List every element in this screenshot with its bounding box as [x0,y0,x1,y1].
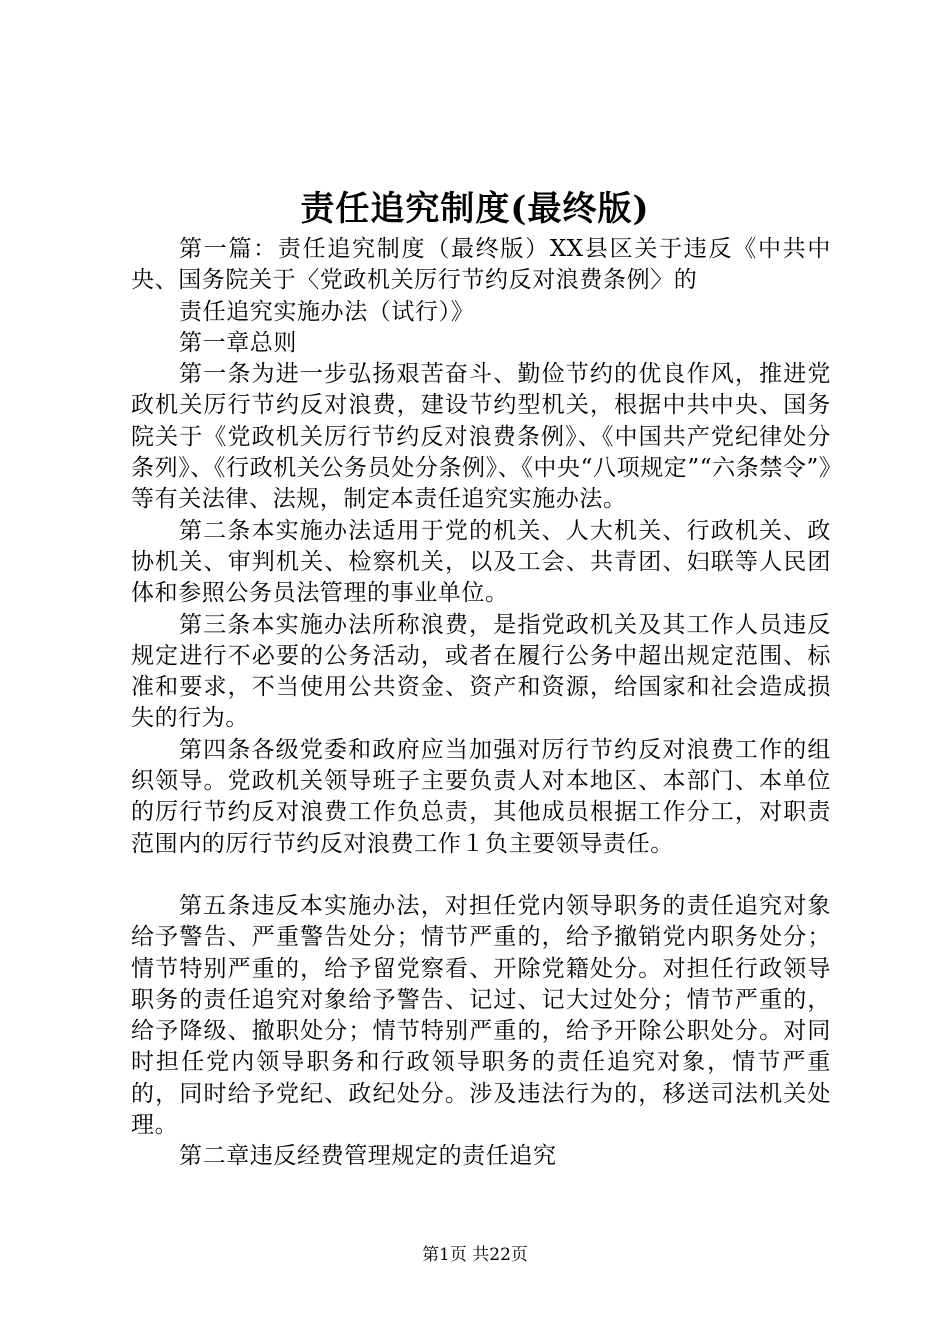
paragraph-subtitle: 责任追究实施办法（试行）》 [179,298,475,325]
document-body [131,234,831,1173]
chapter-heading-2: 第二章违反经费管理规定的责任追究 [179,1143,557,1170]
paragraph-intro: 第一篇：责任追究制度（最终版）XX县区关于违反《中共中央、国务院关于〈党政机关厉行节约反对浪费条例〉的 [131,236,831,294]
article-1: 第一条为进一步弘扬艰苦奋斗、勤俭节约的优良作风，推进党政机关厉行节约反对浪费，建设节约型机关，根据中共中央、国务院关于《党政机关厉行节约反对浪费条例》、《中国共产党纪律处分条列》、《行政机关公务员处分条例》、《中央“八项规定”“六条禁令”》等有关法律、法规，制定本责任追究实施办法。 [131,361,831,513]
document-title: 责任追究制度(最终版) [300,189,650,229]
article-2: 第二条本实施办法适用于党的机关、人大机关、行政机关、政协机关、审判机关、检察机关，以及工会、共青团、妇联等人民团体和参照公务员法管理的事业单位。 [131,517,831,607]
page-number-footer: 第1页 共22页 [422,1245,528,1265]
chapter-heading-1: 第一章总则 [179,329,297,356]
article-3: 第三条本实施办法所称浪费，是指党政机关及其工作人员违反规定进行不必要的公务活动，或者在履行公务中超出规定范围、标准和要求，不当使用公共资金、资产和资源，给国家和社会造成损失的行为。 [131,611,831,732]
article-5: 第五条违反本实施办法，对担任党内领导职务的责任追究对象给予警告、严重警告处分；情节严重的，给予撤销党内职务处分；情节特别严重的，给予留党察看、开除党籍处分。对担任行政领导职务的责任追究对象给予警告、记过、记大过处分；情节严重的，给予降级、撤职处分；情节特别严重的，给予开除公职处分。对同时担任党内领导职务和行政领导职务的责任追究对象，情节严重的，同时给予党纪、政纪处分。涉及违法行为的，移送司法机关处理。 [131,892,831,1139]
article-4: 第四条各级党委和政府应当加强对厉行节约反对浪费工作的组织领导。党政机关领导班子主要负责人对本地区、本部门、本单位的厉行节约反对浪费工作负总责，其他成员根据工作分工，对职责范围内的厉行节约反对浪费工作１负主要领导责任。 [131,736,831,857]
